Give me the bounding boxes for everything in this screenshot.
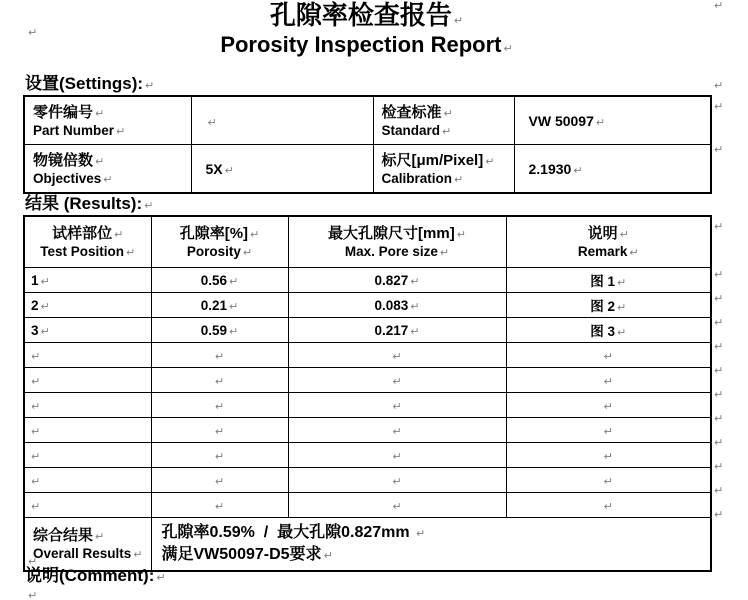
paragraph-mark: ↵: [114, 228, 124, 241]
row-end-mark: ↵: [714, 364, 724, 377]
paragraph-mark: ↵: [595, 115, 606, 129]
porosity-value: 0.21: [200, 297, 228, 313]
header-remark: [506, 216, 711, 268]
overall-results-label-cell: [24, 518, 151, 572]
paragraph-mark: ↵: [617, 301, 627, 314]
row-end-mark: ↵: [714, 388, 724, 401]
paragraph-mark: ↵: [144, 199, 154, 212]
remark-cell[interactable]: [506, 493, 711, 518]
remark-value: 图 3: [590, 324, 616, 339]
header-pore-cn: 最大孔隙尺寸[mm]: [328, 225, 455, 242]
objectives-label-cn: 物镜倍数: [33, 151, 94, 169]
position-cell[interactable]: [24, 318, 151, 343]
standard-label-en: Standard: [381, 122, 441, 138]
paragraph-mark: ↵: [31, 474, 41, 488]
pore-size-cell[interactable]: [288, 493, 506, 518]
header-porosity-cn: 孔隙率[%]: [179, 225, 249, 242]
paragraph-mark: ↵: [214, 474, 225, 488]
position-cell[interactable]: [24, 393, 151, 418]
paragraph-mark: ↵: [617, 326, 627, 339]
porosity-cell[interactable]: [151, 293, 288, 318]
header-pore-en: Max. Pore size: [344, 244, 438, 259]
paragraph-mark: ↵: [603, 449, 613, 463]
empty-result-row: [24, 418, 711, 443]
result-row-3: [24, 318, 711, 343]
standard-value: VW 50097: [528, 112, 594, 129]
row-end-mark: ↵: [714, 316, 724, 329]
paragraph-mark: ↵: [439, 246, 450, 259]
paragraph-mark: ↵: [40, 274, 50, 288]
remark-cell[interactable]: [506, 343, 711, 368]
paragraph-mark: ↵: [116, 124, 126, 138]
report-title-cn-text: 孔隙率检查报告: [269, 1, 452, 30]
pore-size-value: 0.827: [374, 272, 409, 288]
paragraph-mark: ↵: [392, 499, 402, 513]
settings-heading: [25, 74, 154, 94]
row-end-mark: ↵: [714, 484, 724, 497]
position-cell[interactable]: [24, 468, 151, 493]
paragraph-mark: ↵: [485, 154, 495, 168]
calibration-label-en: Calibration: [381, 170, 453, 186]
paragraph-mark: ↵: [392, 399, 402, 413]
paragraph-mark: ↵: [214, 374, 225, 388]
paragraph-mark: ↵: [214, 449, 225, 463]
paragraph-mark: ↵: [392, 449, 402, 463]
row-end-mark: ↵: [714, 220, 724, 233]
results-table: [23, 215, 712, 572]
remark-cell[interactable]: [506, 418, 711, 443]
results-header-row: [24, 216, 711, 268]
porosity-cell[interactable]: [151, 493, 288, 518]
part-number-label-en: Part Number: [33, 122, 115, 138]
paragraph-mark: ↵: [145, 79, 155, 92]
standard-label-cell: [373, 96, 514, 145]
paragraph-mark: ↵: [392, 474, 402, 488]
paragraph-mark: ↵: [95, 106, 105, 120]
paragraph-mark: ↵: [229, 324, 239, 338]
paragraph-mark: ↵: [617, 276, 627, 289]
porosity-value: 0.56: [200, 272, 228, 288]
paragraph-mark: ↵: [224, 163, 234, 177]
result-row-1: [24, 268, 711, 293]
paragraph-mark: ↵: [40, 299, 50, 313]
paragraph-mark: ↵: [714, 0, 724, 12]
paragraph-mark: ↵: [410, 324, 420, 338]
porosity-cell[interactable]: [151, 318, 288, 343]
paragraph-mark: ↵: [95, 530, 105, 543]
position-cell[interactable]: [24, 343, 151, 368]
row-end-mark: ↵: [714, 143, 724, 156]
paragraph-mark: ↵: [31, 449, 41, 463]
pore-size-value: 0.083: [374, 297, 409, 313]
row-end-mark: ↵: [714, 292, 724, 305]
porosity-cell[interactable]: [151, 368, 288, 393]
row-end-mark: ↵: [714, 340, 724, 353]
header-pore-size: [288, 216, 506, 268]
pore-size-cell[interactable]: [288, 418, 506, 443]
paragraph-mark: ↵: [392, 349, 402, 363]
porosity-cell[interactable]: [151, 468, 288, 493]
pore-size-cell[interactable]: [288, 293, 506, 318]
header-porosity-en: Porosity: [186, 244, 241, 259]
overall-summary-line: 孔隙率0.59% / 最大孔隙0.827mm: [161, 524, 415, 541]
paragraph-mark: ↵: [31, 424, 41, 438]
paragraph-mark: ↵: [207, 115, 217, 129]
comment-heading: [25, 566, 166, 586]
position-cell[interactable]: [24, 268, 151, 293]
pore-size-cell[interactable]: [288, 343, 506, 368]
paragraph-mark: ↵: [323, 549, 333, 562]
remark-cell[interactable]: [506, 318, 711, 343]
position-value: 3: [31, 322, 39, 338]
row-end-mark: ↵: [714, 268, 724, 281]
part-number-label-cell: [24, 96, 191, 145]
paragraph-mark: ↵: [603, 499, 613, 513]
remark-cell[interactable]: [506, 293, 711, 318]
position-value: 2: [31, 297, 39, 313]
paragraph-mark: ↵: [214, 399, 225, 413]
paragraph-mark: ↵: [28, 555, 38, 568]
paragraph-mark: ↵: [31, 399, 41, 413]
paragraph-mark: ↵: [456, 228, 466, 241]
position-value: 1: [31, 272, 39, 288]
row-end-mark: ↵: [714, 436, 724, 449]
paragraph-mark: ↵: [603, 424, 613, 438]
paragraph-mark: ↵: [629, 246, 639, 259]
settings-heading-text: 设置(Settings):: [25, 74, 144, 93]
paragraph-mark: ↵: [214, 499, 225, 513]
calibration-value-cell[interactable]: [514, 145, 711, 194]
header-position-cn: 试样部位: [52, 225, 113, 242]
paragraph-mark: ↵: [103, 172, 113, 186]
paragraph-mark: ↵: [416, 527, 426, 540]
objectives-value: 5X: [205, 160, 223, 177]
paragraph-mark: ↵: [214, 424, 225, 438]
objectives-label-cell: [24, 145, 191, 194]
paragraph-mark: ↵: [126, 246, 136, 259]
porosity-cell[interactable]: [151, 443, 288, 468]
remark-cell[interactable]: [506, 468, 711, 493]
paragraph-mark: ↵: [453, 14, 464, 27]
paragraph-mark: ↵: [229, 299, 239, 313]
position-cell[interactable]: [24, 443, 151, 468]
pore-size-value: 0.217: [374, 322, 409, 338]
calibration-value: 2.1930: [528, 160, 572, 177]
paragraph-mark: ↵: [619, 228, 629, 241]
paragraph-mark: ↵: [40, 324, 50, 338]
paragraph-mark: ↵: [31, 374, 41, 388]
results-heading: [25, 194, 153, 214]
report-title-en-text: Porosity Inspection Report: [220, 32, 502, 57]
paragraph-mark: ↵: [603, 349, 613, 363]
overall-results-row: [24, 518, 711, 572]
row-end-mark: ↵: [714, 412, 724, 425]
empty-result-row: [24, 443, 711, 468]
paragraph-mark: ↵: [410, 274, 420, 288]
position-cell[interactable]: [24, 418, 151, 443]
porosity-cell[interactable]: [151, 343, 288, 368]
remark-cell[interactable]: [506, 443, 711, 468]
remark-value: 图 1: [590, 274, 616, 289]
paragraph-mark: ↵: [214, 349, 225, 363]
empty-result-row: [24, 343, 711, 368]
pore-size-cell[interactable]: [288, 443, 506, 468]
standard-label-cn: 检查标准: [381, 103, 442, 121]
remark-value: 图 2: [590, 299, 616, 314]
position-cell[interactable]: [24, 493, 151, 518]
paragraph-mark: ↵: [28, 589, 38, 600]
overall-results-value-cell[interactable]: [151, 518, 711, 572]
header-remark-cn: 说明: [587, 225, 618, 242]
porosity-value: 0.59: [200, 322, 228, 338]
paragraph-mark: ↵: [250, 228, 260, 241]
report-title-en: [23, 31, 710, 59]
header-position-en: Test Position: [40, 244, 125, 259]
row-end-mark: ↵: [714, 100, 724, 113]
header-remark-en: Remark: [577, 244, 628, 259]
results-heading-text: 结果 (Results):: [25, 194, 143, 213]
objectives-label-en: Objectives: [33, 170, 102, 186]
report-title-cn: [23, 1, 710, 31]
paragraph-mark: ↵: [442, 124, 452, 138]
part-number-label-cn: 零件编号: [33, 103, 94, 121]
paragraph-mark: ↵: [454, 172, 464, 186]
remark-cell[interactable]: [506, 393, 711, 418]
porosity-cell[interactable]: [151, 393, 288, 418]
empty-result-row: [24, 468, 711, 493]
paragraph-mark: ↵: [229, 274, 239, 288]
paragraph-mark: ↵: [156, 571, 166, 584]
paragraph-mark: ↵: [95, 154, 105, 168]
header-porosity: [151, 216, 288, 268]
paragraph-mark: ↵: [714, 79, 724, 92]
remark-cell[interactable]: [506, 268, 711, 293]
row-end-mark: ↵: [714, 508, 724, 521]
paragraph-mark: ↵: [603, 399, 613, 413]
settings-row-objectives: [24, 145, 711, 194]
paragraph-mark: ↵: [28, 26, 38, 39]
porosity-cell[interactable]: [151, 268, 288, 293]
header-test-position: [24, 216, 151, 268]
position-cell[interactable]: [24, 368, 151, 393]
empty-result-row: [24, 393, 711, 418]
paragraph-mark: ↵: [410, 299, 420, 313]
settings-row-part-number: [24, 96, 711, 145]
part-number-value-cell[interactable]: [191, 96, 373, 145]
standard-value-cell[interactable]: [514, 96, 711, 145]
results-table-wrap: [23, 215, 724, 572]
paragraph-mark: ↵: [392, 424, 402, 438]
overall-label-cn: 综合结果: [33, 527, 94, 544]
paragraph-mark: ↵: [31, 349, 41, 363]
paragraph-mark: ↵: [392, 374, 402, 388]
overall-label-en: Overall Results: [33, 546, 132, 561]
position-cell[interactable]: [24, 293, 151, 318]
paragraph-mark: ↵: [603, 374, 613, 388]
calibration-label-cn: 标尺[μm/Pixel]: [381, 151, 484, 169]
empty-result-row: [24, 368, 711, 393]
pore-size-cell[interactable]: [288, 368, 506, 393]
pore-size-cell[interactable]: [288, 393, 506, 418]
pore-size-cell[interactable]: [288, 318, 506, 343]
result-row-2: [24, 293, 711, 318]
porosity-cell[interactable]: [151, 418, 288, 443]
pore-size-cell[interactable]: [288, 468, 506, 493]
settings-table-wrap: [23, 95, 724, 194]
remark-cell[interactable]: [506, 368, 711, 393]
row-end-mark: ↵: [714, 460, 724, 473]
calibration-label-cell: [373, 145, 514, 194]
paragraph-mark: ↵: [133, 548, 143, 561]
paragraph-mark: ↵: [443, 106, 453, 120]
settings-table: [23, 95, 712, 194]
objectives-value-cell[interactable]: [191, 145, 373, 194]
paragraph-mark: ↵: [31, 499, 41, 513]
paragraph-mark: ↵: [242, 246, 253, 259]
paragraph-mark: ↵: [503, 42, 513, 55]
overall-conclusion-line: 满足VW50097-D5要求: [161, 546, 322, 563]
paragraph-mark: ↵: [603, 474, 613, 488]
paragraph-mark: ↵: [573, 163, 583, 177]
empty-result-row: [24, 493, 711, 518]
pore-size-cell[interactable]: [288, 268, 506, 293]
comment-heading-text: 说明(Comment):: [25, 566, 155, 585]
